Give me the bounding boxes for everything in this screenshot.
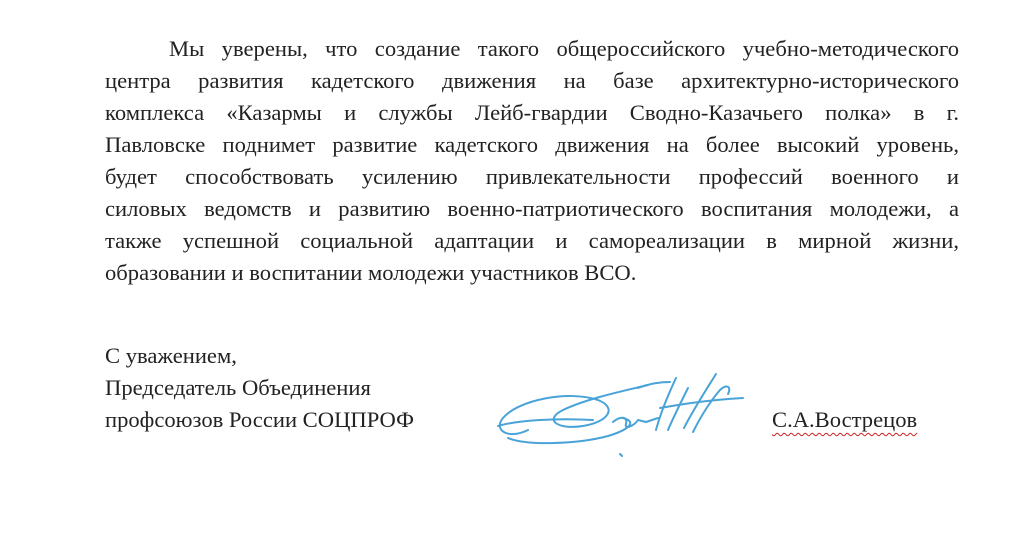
paragraph-line-6: силовых ведомств и развитию военно-патриотического воспитания молодежи, а bbox=[105, 196, 959, 221]
signer-name: С.А.Вострецов bbox=[772, 407, 918, 432]
signer-title-line-2: профсоюзов России СОЦПРОФ bbox=[105, 407, 414, 432]
signoff-block bbox=[105, 340, 414, 436]
paragraph-line-3: комплекса «Казармы и службы Лейб-гвардии Сводно-Казачьего полка» в г. bbox=[105, 100, 959, 125]
paragraph-line-8: образовании и воспитании молодежи участников ВСО. bbox=[105, 260, 637, 285]
paragraph-line-5: будет способствовать усилению привлекательности профессий военного и bbox=[105, 164, 959, 189]
paragraph-line-7: также успешной социальной адаптации и самореализации в мирной жизни, bbox=[105, 228, 959, 253]
signer-title-line-1: Председатель Объединения bbox=[105, 375, 371, 400]
handwritten-signature bbox=[488, 360, 763, 460]
paragraph-line-2: центра развития кадетского движения на базе архитектурно-исторического bbox=[105, 68, 959, 93]
paragraph-line-4: Павловске поднимет развитие кадетского движения на более высокий уровень, bbox=[105, 132, 959, 157]
closing-text: С уважением, bbox=[105, 343, 237, 368]
paragraph-line-1: Мы уверены, что создание такого общероссийского учебно-методического bbox=[169, 36, 959, 61]
